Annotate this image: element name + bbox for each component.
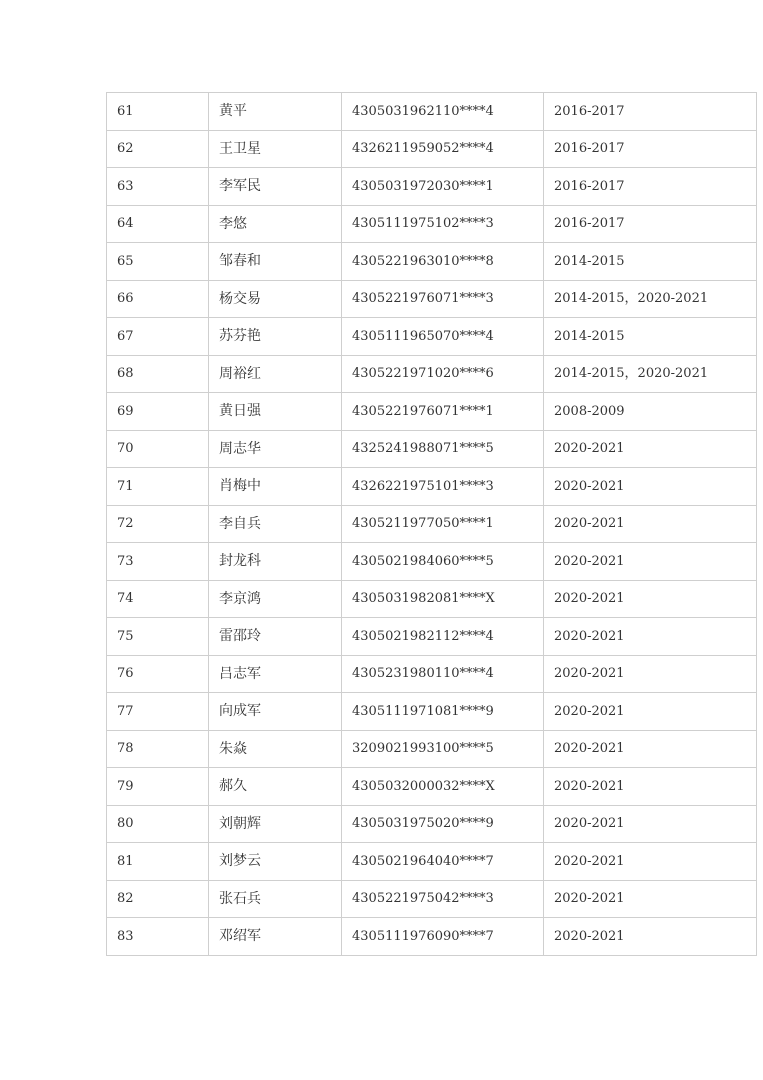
id-number-cell: 4305211977050****1	[342, 505, 544, 543]
name-cell: 向成军	[209, 693, 342, 731]
table-row	[107, 543, 757, 581]
id-number-cell: 4305031982081****X	[342, 580, 544, 618]
id-number-cell: 4305021964040****7	[342, 843, 544, 881]
roster-table-body	[107, 93, 757, 956]
table-row	[107, 93, 757, 131]
row-number-cell: 69	[107, 393, 209, 431]
id-number-cell: 4325241988071****5	[342, 430, 544, 468]
table-row	[107, 655, 757, 693]
id-number-cell: 4305221976071****3	[342, 280, 544, 318]
year-cell: 2014-2015	[544, 318, 757, 356]
table-row	[107, 730, 757, 768]
row-number-cell: 82	[107, 880, 209, 918]
row-number-cell: 73	[107, 543, 209, 581]
year-cell: 2020-2021	[544, 918, 757, 956]
year-cell: 2016-2017	[544, 93, 757, 131]
name-cell: 封龙科	[209, 543, 342, 581]
year-cell: 2014-2015	[544, 243, 757, 281]
name-cell: 周志华	[209, 430, 342, 468]
row-number-cell: 65	[107, 243, 209, 281]
name-cell: 朱焱	[209, 730, 342, 768]
name-cell: 郝久	[209, 768, 342, 806]
year-cell: 2014-2015，2020-2021	[544, 280, 757, 318]
row-number-cell: 63	[107, 168, 209, 206]
year-cell: 2020-2021	[544, 468, 757, 506]
table-row	[107, 393, 757, 431]
name-cell: 苏芬艳	[209, 318, 342, 356]
id-number-cell: 4305031975020****9	[342, 805, 544, 843]
name-cell: 刘梦云	[209, 843, 342, 881]
table-row	[107, 618, 757, 656]
id-number-cell: 4305111971081****9	[342, 693, 544, 731]
id-number-cell: 4326211959052****4	[342, 130, 544, 168]
row-number-cell: 62	[107, 130, 209, 168]
id-number-cell: 4305221975042****3	[342, 880, 544, 918]
year-cell: 2020-2021	[544, 843, 757, 881]
name-cell: 杨交易	[209, 280, 342, 318]
id-number-cell: 3209021993100****5	[342, 730, 544, 768]
table-row	[107, 843, 757, 881]
table-row	[107, 580, 757, 618]
row-number-cell: 75	[107, 618, 209, 656]
row-number-cell: 64	[107, 205, 209, 243]
table-row	[107, 355, 757, 393]
table-row	[107, 280, 757, 318]
id-number-cell: 4305032000032****X	[342, 768, 544, 806]
year-cell: 2020-2021	[544, 805, 757, 843]
id-number-cell: 4305021982112****4	[342, 618, 544, 656]
year-cell: 2016-2017	[544, 205, 757, 243]
table-row	[107, 468, 757, 506]
id-number-cell: 4305231980110****4	[342, 655, 544, 693]
name-cell: 黄日强	[209, 393, 342, 431]
year-cell: 2016-2017	[544, 168, 757, 206]
row-number-cell: 76	[107, 655, 209, 693]
id-number-cell: 4305221971020****6	[342, 355, 544, 393]
roster-table	[106, 92, 757, 956]
row-number-cell: 83	[107, 918, 209, 956]
year-cell: 2014-2015，2020-2021	[544, 355, 757, 393]
year-cell: 2020-2021	[544, 505, 757, 543]
name-cell: 雷邵玲	[209, 618, 342, 656]
name-cell: 周裕红	[209, 355, 342, 393]
table-row	[107, 168, 757, 206]
table-row	[107, 243, 757, 281]
year-cell: 2020-2021	[544, 768, 757, 806]
row-number-cell: 74	[107, 580, 209, 618]
year-cell: 2020-2021	[544, 693, 757, 731]
id-number-cell: 4305111975102****3	[342, 205, 544, 243]
row-number-cell: 68	[107, 355, 209, 393]
name-cell: 李悠	[209, 205, 342, 243]
row-number-cell: 81	[107, 843, 209, 881]
year-cell: 2016-2017	[544, 130, 757, 168]
row-number-cell: 80	[107, 805, 209, 843]
name-cell: 肖梅中	[209, 468, 342, 506]
row-number-cell: 70	[107, 430, 209, 468]
id-number-cell: 4305111976090****7	[342, 918, 544, 956]
id-number-cell: 4305221963010****8	[342, 243, 544, 281]
name-cell: 张石兵	[209, 880, 342, 918]
name-cell: 黄平	[209, 93, 342, 131]
year-cell: 2020-2021	[544, 580, 757, 618]
year-cell: 2020-2021	[544, 880, 757, 918]
year-cell: 2008-2009	[544, 393, 757, 431]
row-number-cell: 71	[107, 468, 209, 506]
row-number-cell: 78	[107, 730, 209, 768]
name-cell: 刘朝辉	[209, 805, 342, 843]
name-cell: 李京鸿	[209, 580, 342, 618]
table-row	[107, 318, 757, 356]
table-row	[107, 205, 757, 243]
table-row	[107, 918, 757, 956]
row-number-cell: 61	[107, 93, 209, 131]
row-number-cell: 77	[107, 693, 209, 731]
name-cell: 李军民	[209, 168, 342, 206]
name-cell: 李自兵	[209, 505, 342, 543]
id-number-cell: 4305021984060****5	[342, 543, 544, 581]
table-row	[107, 768, 757, 806]
row-number-cell: 72	[107, 505, 209, 543]
table-row	[107, 693, 757, 731]
row-number-cell: 79	[107, 768, 209, 806]
table-row	[107, 430, 757, 468]
table-row	[107, 805, 757, 843]
table-row	[107, 880, 757, 918]
id-number-cell: 4305031962110****4	[342, 93, 544, 131]
year-cell: 2020-2021	[544, 730, 757, 768]
year-cell: 2020-2021	[544, 543, 757, 581]
year-cell: 2020-2021	[544, 430, 757, 468]
name-cell: 邹春和	[209, 243, 342, 281]
table-row	[107, 505, 757, 543]
row-number-cell: 66	[107, 280, 209, 318]
id-number-cell: 4305031972030****1	[342, 168, 544, 206]
name-cell: 邓绍军	[209, 918, 342, 956]
name-cell: 吕志军	[209, 655, 342, 693]
name-cell: 王卫星	[209, 130, 342, 168]
id-number-cell: 4305221976071****1	[342, 393, 544, 431]
table-row	[107, 130, 757, 168]
year-cell: 2020-2021	[544, 618, 757, 656]
year-cell: 2020-2021	[544, 655, 757, 693]
row-number-cell: 67	[107, 318, 209, 356]
id-number-cell: 4326221975101****3	[342, 468, 544, 506]
id-number-cell: 4305111965070****4	[342, 318, 544, 356]
